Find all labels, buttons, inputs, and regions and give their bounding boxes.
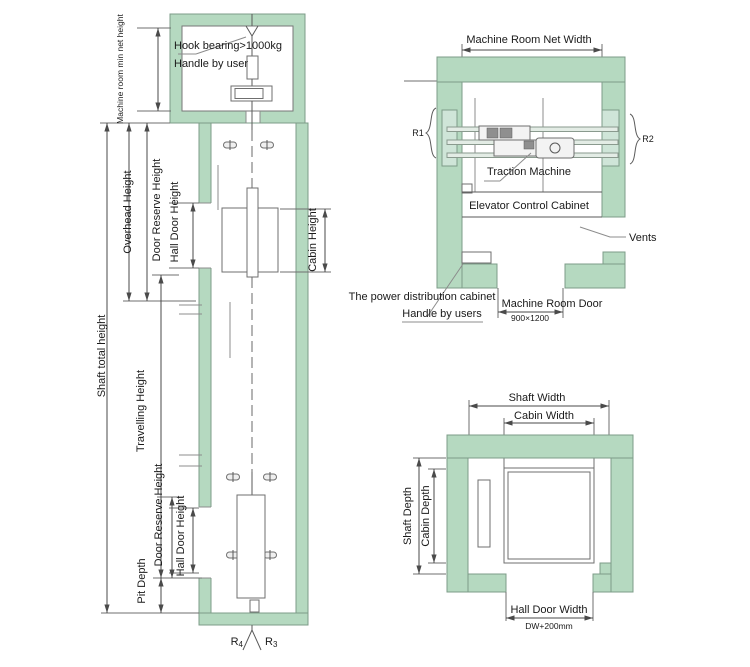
shaft-width-label: Shaft Width bbox=[508, 392, 566, 404]
door-reserve-height-lower-label: Door Reserve Height bbox=[153, 463, 165, 567]
handle-by-user-label: Handle by user bbox=[174, 58, 248, 70]
r3-label: R3 bbox=[265, 636, 278, 649]
power-cabinet-label-line1: The power distribution cabinet bbox=[348, 291, 496, 303]
shaft-total-height-label: Shaft total height bbox=[96, 314, 108, 398]
plan-bottom-wall-step bbox=[603, 252, 625, 264]
elevator-control-cabinet-label: Elevator Control Cabinet bbox=[469, 200, 589, 212]
counterweight-lower bbox=[237, 495, 265, 598]
plan-bottom-wall-right bbox=[565, 264, 625, 288]
shaft-plan-right-step bbox=[600, 563, 611, 574]
hall-door-height-lower-label: Hall Door Height bbox=[175, 495, 187, 577]
shaft-plan-right-sill bbox=[593, 574, 611, 592]
pit-load-mark bbox=[243, 630, 261, 650]
travelling-height-label: Travelling Height bbox=[135, 369, 147, 453]
machine-room-door-label: Machine Room Door bbox=[501, 298, 603, 310]
pit-depth-label: Pit Depth bbox=[136, 558, 148, 604]
shaft-plan-top-wall bbox=[447, 435, 633, 458]
counterweight-upper bbox=[247, 188, 258, 277]
shaft-plan-left-wall bbox=[447, 458, 468, 592]
door-reserve-height-upper-label: Door Reserve Height bbox=[151, 158, 163, 262]
elevation-view bbox=[96, 14, 331, 650]
hall-door-width-label: Hall Door Width bbox=[510, 604, 588, 616]
shaft-plan-left-sill bbox=[468, 574, 506, 592]
power-distribution-cabinet bbox=[462, 252, 491, 263]
r2-bracket bbox=[630, 114, 640, 164]
machine-room-min-net-height-label: Machine room min net height bbox=[115, 14, 125, 124]
vents-label: Vents bbox=[629, 232, 657, 244]
governor-box bbox=[247, 56, 258, 79]
traction-machine-label: Traction Machine bbox=[487, 166, 571, 178]
counterweight-plan bbox=[478, 480, 490, 547]
machine-room-net-width-label: Machine Room Net Width bbox=[466, 34, 592, 46]
cabin-depth-label: Cabin Depth bbox=[420, 485, 432, 547]
machine-room-elevation bbox=[170, 14, 305, 130]
shaft-depth-label: Shaft Depth bbox=[402, 486, 414, 546]
r4-label: R4 bbox=[230, 636, 243, 649]
shaft-elevation bbox=[179, 123, 308, 650]
r2-label: R2 bbox=[642, 134, 654, 144]
upper-hall-door-opening bbox=[198, 203, 211, 268]
buffer bbox=[250, 600, 259, 612]
r1-bracket bbox=[426, 108, 436, 158]
cabin-plan-inner bbox=[508, 472, 590, 559]
machine-room-door-size-label: 900×1200 bbox=[510, 313, 550, 323]
plan-bottom-wall-left bbox=[462, 264, 497, 288]
pit-floor bbox=[199, 613, 308, 625]
shaft-plan-right-wall bbox=[611, 458, 633, 592]
machine-beam bbox=[447, 127, 618, 132]
shaft-right-wall bbox=[296, 123, 308, 613]
machine-room-plan bbox=[349, 34, 657, 323]
shaft-plan bbox=[402, 392, 633, 631]
cabin-height-label: Cabin Height bbox=[307, 208, 319, 272]
r1-label: R1 bbox=[412, 128, 424, 138]
hall-door-height-upper-label: Hall Door Height bbox=[169, 181, 181, 263]
power-cabinet-label-line2: Handle by users bbox=[402, 308, 482, 320]
rope-slot bbox=[246, 112, 260, 123]
plan-top-wall bbox=[437, 57, 625, 82]
lower-hall-door-opening bbox=[198, 507, 211, 578]
overhead-height-label: Overhead Height bbox=[122, 170, 134, 254]
cabin-width-label: Cabin Width bbox=[514, 410, 574, 422]
hook-bearing-label: Hook bearing>1000kg bbox=[174, 40, 282, 52]
hall-door-width-formula-label: DW+200mm bbox=[525, 621, 573, 631]
